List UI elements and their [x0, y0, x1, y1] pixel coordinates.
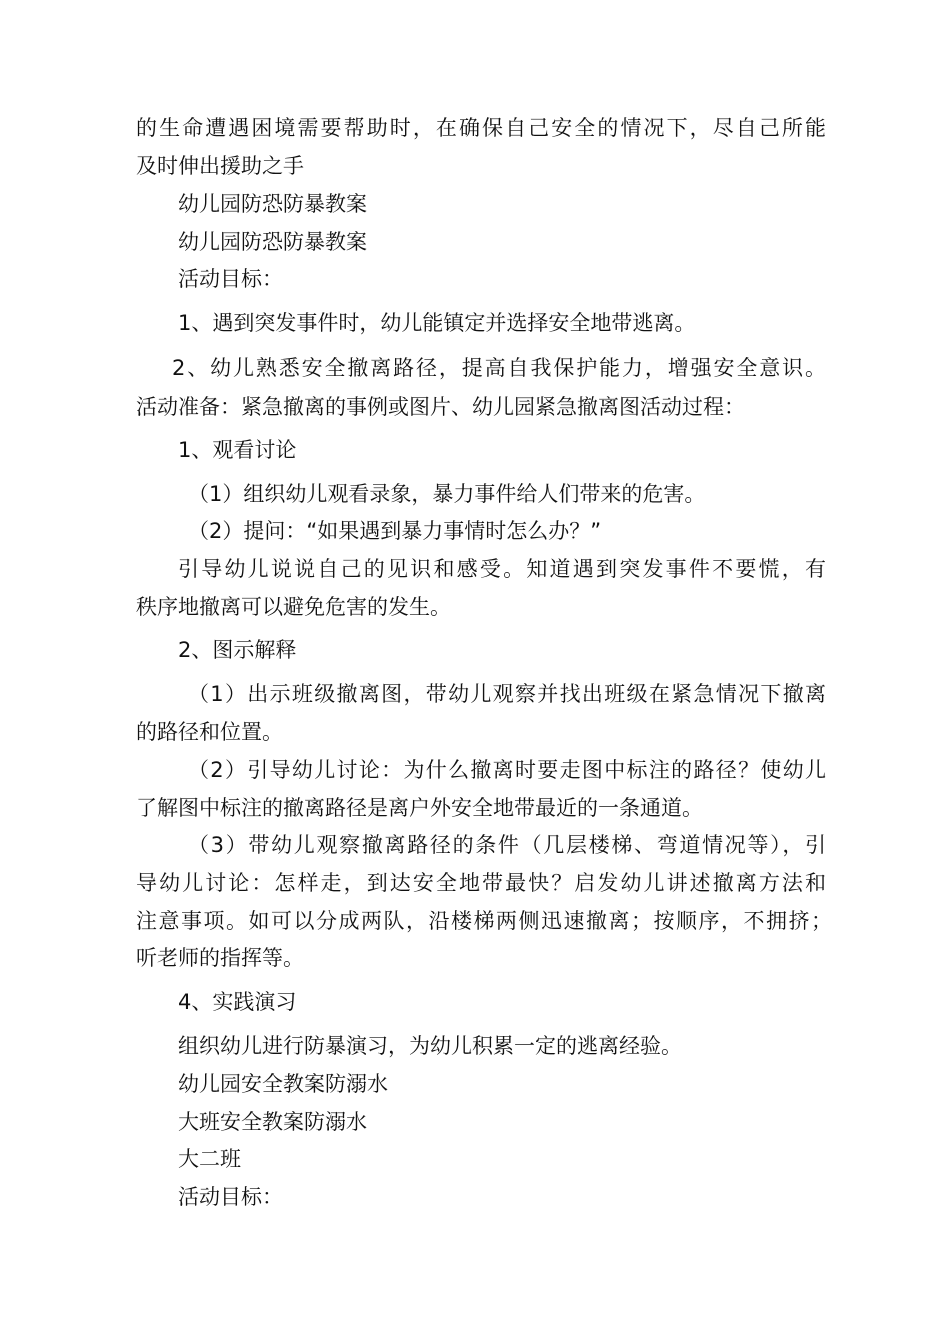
- text-line: 的路径和位置。: [136, 720, 283, 744]
- text-line: 听老师的指挥等。: [136, 946, 304, 970]
- text-line: 组织幼儿进行防暴演习，为幼儿积累一定的逃离经验。: [178, 1034, 682, 1058]
- section-heading: 1、观看讨论: [178, 438, 297, 462]
- text-line: 的生命遭遇困境需要帮助时，在确保自己安全的情况下，尽自己所能: [136, 116, 826, 140]
- text-line: 活动目标：: [178, 267, 283, 291]
- heading-line: 幼儿园防恐防暴教案: [178, 192, 367, 216]
- list-item: （1）出示班级撤离图，带幼儿观察并找出班级在紧急情况下撤离: [188, 682, 826, 706]
- list-item: （3）带幼儿观察撤离路径的条件（几层楼梯、弯道情况等），引: [188, 833, 826, 857]
- heading-line: 幼儿园防恐防暴教案: [178, 230, 367, 254]
- list-item: （1）组织幼儿观看录象，暴力事件给人们带来的危害。: [188, 482, 706, 506]
- list-item: （2）引导幼儿讨论：为什么撤离时要走图中标注的路径？使幼儿: [188, 758, 826, 782]
- heading-line: 幼儿园安全教案防溺水: [178, 1072, 388, 1096]
- text-line: 活动目标：: [178, 1185, 283, 1209]
- text-line: 了解图中标注的撤离路径是离户外安全地带最近的一条通道。: [136, 796, 703, 820]
- section-heading: 4、实践演习: [178, 990, 297, 1014]
- text-line: 注意事项。如可以分成两队，沿楼梯两侧迅速撤离；按顺序，不拥挤；: [136, 909, 832, 933]
- list-item: 2、幼儿熟悉安全撤离路径，提高自我保护能力，增强安全意识。: [172, 356, 826, 380]
- text-line: 及时伸出援助之手: [136, 154, 304, 178]
- text-line: 引导幼儿说说自己的见识和感受。知道遇到突发事件不要慌，有: [178, 557, 826, 581]
- text-line: 导幼儿讨论：怎样走，到达安全地带最快？启发幼儿讲述撤离方法和: [136, 871, 826, 895]
- section-heading: 2、图示解释: [178, 638, 297, 662]
- text-line: 秩序地撤离可以避免危害的发生。: [136, 595, 451, 619]
- list-item: （2）提问：“如果遇到暴力事情时怎么办？”: [188, 519, 602, 543]
- list-item: 1、遇到突发事件时，幼儿能镇定并选择安全地带逃离。: [178, 311, 696, 335]
- text-line: 活动准备：紧急撤离的事例或图片、幼儿园紧急撤离图活动过程：: [136, 395, 745, 419]
- heading-line: 大班安全教案防溺水: [178, 1110, 367, 1134]
- text-line: 大二班: [178, 1147, 241, 1171]
